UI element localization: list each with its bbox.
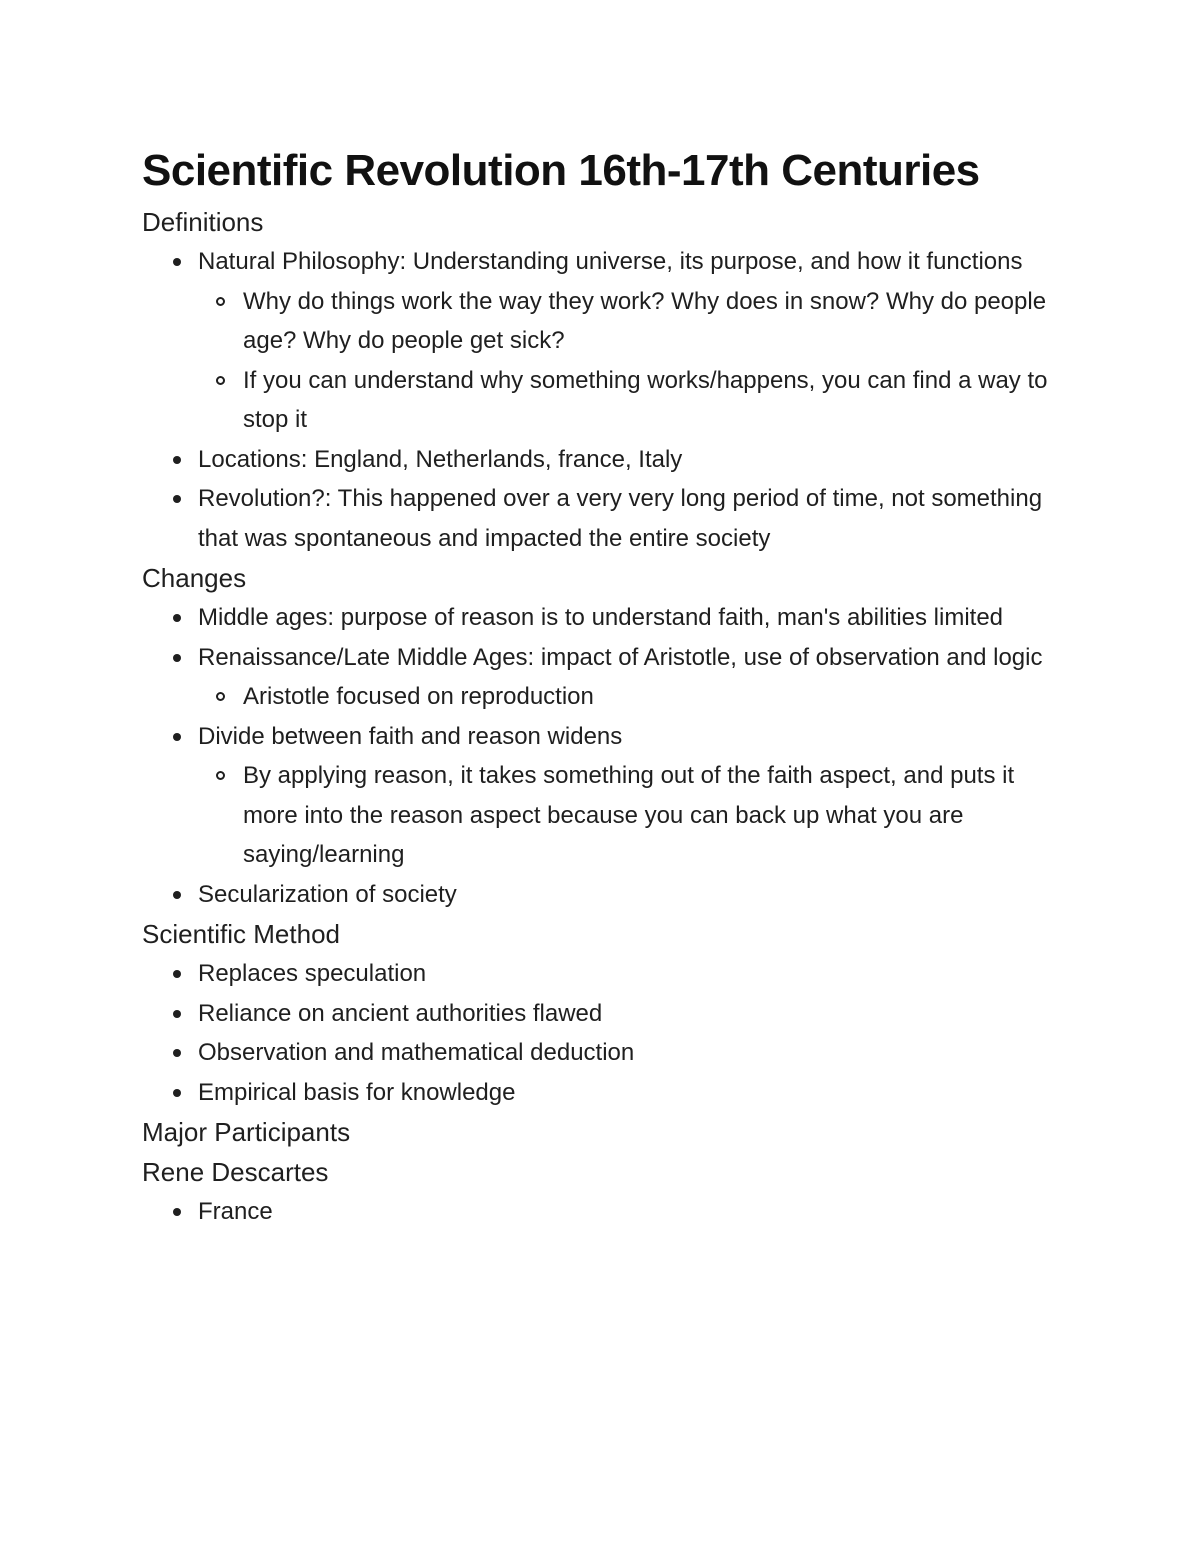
list-item — [142, 479, 1052, 558]
document-page — [142, 0, 1052, 1232]
list-item-text: Reliance on ancient authorities flawed — [198, 999, 603, 1027]
list-item-text: Middle ages: purpose of reason is to understand faith, man's abilities limited — [198, 604, 1004, 631]
list-item — [142, 1073, 1052, 1113]
list-item-text: Empirical basis for knowledge — [198, 1078, 516, 1106]
sub-list-item — [198, 677, 1052, 717]
bullet-list — [142, 1192, 1052, 1232]
list-item — [142, 875, 1052, 915]
sub-list-item-text: Aristotle focused on reproduction — [243, 683, 594, 710]
bullet-list — [142, 598, 1052, 914]
list-item-text: Revolution?: This happened over a very very long period of time, not something that was spontaneous and impacted the entire society — [198, 485, 1043, 552]
sub-list-item — [198, 361, 1052, 440]
list-item — [142, 1192, 1052, 1232]
sub-list-item-text: Why do things work the way they work? Why does in snow? Why do people age? Why do people get sick? — [243, 287, 1047, 354]
list-item — [142, 717, 1052, 875]
sub-bullet-list — [198, 677, 1052, 717]
section-heading-scientific-method: Scientific Method — [142, 919, 340, 949]
list-item-text: Secularization of society — [198, 880, 457, 908]
list-item — [142, 1033, 1052, 1073]
list-item — [142, 994, 1052, 1034]
list-item — [142, 242, 1052, 440]
section-heading-definitions: Definitions — [142, 207, 264, 237]
sub-list-item — [198, 282, 1052, 361]
list-item — [142, 598, 1052, 638]
list-item — [142, 440, 1052, 480]
list-item — [142, 638, 1052, 717]
page-title: Scientific Revolution 16th-17th Centuries — [142, 146, 980, 195]
section-heading-rene-descartes: Rene Descartes — [142, 1157, 329, 1187]
document-body — [142, 202, 1052, 1232]
section-heading-major-participants: Major Participants — [142, 1117, 351, 1147]
sub-list-item-text: By applying reason, it takes something out of the faith aspect, and puts it more into the reason aspect because you can back up what you are saying/learning — [243, 762, 1015, 868]
list-item-text: Renaissance/Late Middle Ages: impact of Aristotle, use of observation and logic — [198, 643, 1043, 671]
sub-bullet-list — [198, 756, 1052, 875]
bullet-list — [142, 954, 1052, 1112]
sub-bullet-list — [198, 282, 1052, 440]
list-item — [142, 954, 1052, 994]
bullet-list — [142, 242, 1052, 558]
list-item-text: Natural Philosophy: Understanding universe, its purpose, and how it functions — [198, 248, 1023, 275]
sub-list-item-text: If you can understand why something works/happens, you can find a way to stop it — [243, 366, 1048, 433]
list-item-text: Observation and mathematical deduction — [198, 1039, 635, 1066]
sub-list-item — [198, 756, 1052, 875]
list-item-text: Divide between faith and reason widens — [198, 722, 623, 750]
list-item-text: Replaces speculation — [198, 960, 427, 987]
section-heading-changes: Changes — [142, 563, 247, 593]
list-item-text: Locations: England, Netherlands, france, Italy — [198, 445, 683, 473]
list-item-text: France — [198, 1198, 273, 1225]
